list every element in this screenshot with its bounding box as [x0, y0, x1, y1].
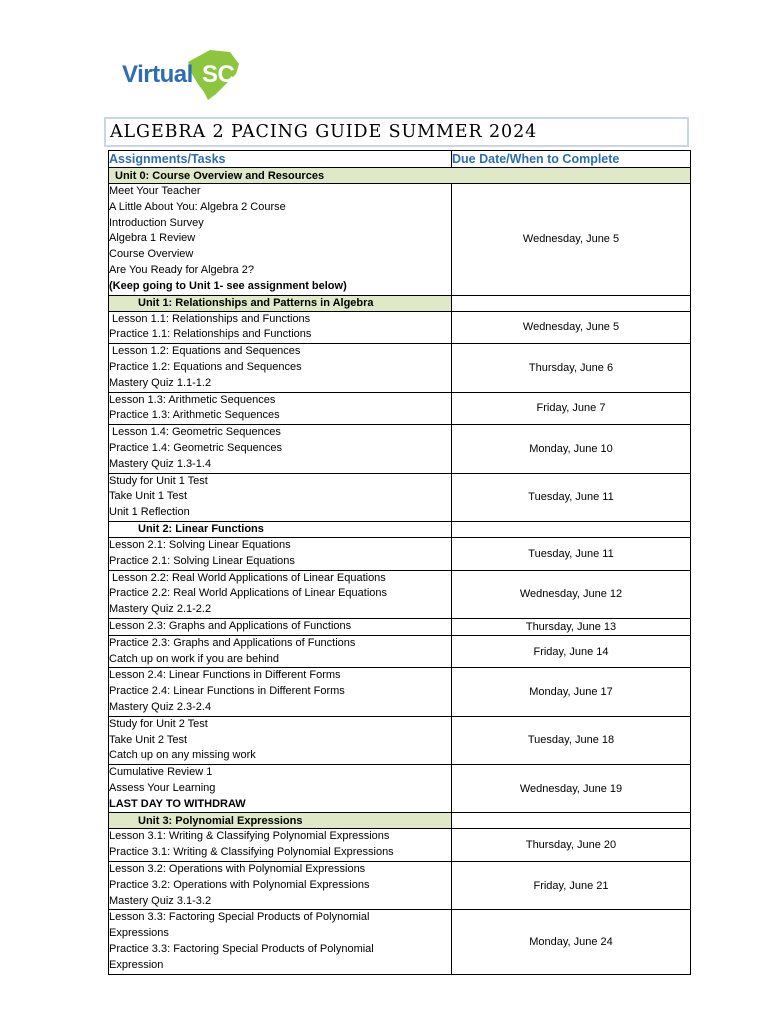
table-row	[109, 765, 691, 813]
table-row	[109, 425, 691, 473]
assignment-item: Mastery Quiz 2.3-2.4	[109, 700, 212, 713]
assignment-list-cell	[109, 862, 452, 910]
table-row	[109, 862, 691, 910]
assignment-item: Lesson 2.3: Graphs and Applications of Functions	[109, 619, 352, 632]
assignment-list-cell	[109, 765, 452, 813]
assignment-list-cell	[109, 473, 452, 521]
table-row	[109, 392, 691, 425]
assignment-item: Lesson 1.2: Equations and Sequences	[109, 345, 301, 358]
assignment-item: Lesson 3.2: Operations with Polynomial Expressions	[109, 863, 366, 876]
assignment-list-cell	[109, 829, 452, 862]
due-date-cell: Monday, June 10	[452, 425, 691, 473]
assignment-item: Practice 1.1: Relationships and Functions	[109, 328, 312, 341]
assignment-item: Catch up on any missing work	[109, 749, 256, 762]
header-assignments-tasks: Assignments/Tasks	[109, 151, 452, 168]
assignment-item: Practice 1.3: Arithmetic Sequences	[109, 409, 280, 422]
due-date-cell: Wednesday, June 12	[452, 570, 691, 618]
table-row	[109, 618, 691, 635]
header-due-date: Due Date/When to Complete	[452, 151, 691, 168]
unit-heading-row	[109, 295, 691, 311]
unit-heading-label: Unit 3: Polynomial Expressions	[138, 814, 303, 827]
assignment-list-cell	[109, 425, 452, 473]
unit-heading-row	[109, 521, 691, 537]
assignment-item: Meet Your Teacher	[109, 185, 201, 197]
assignment-item: Practice 2.2: Real World Applications of Linear Equations	[109, 587, 388, 600]
unit-heading-blank-cell	[452, 295, 691, 311]
table-row	[109, 829, 691, 862]
assignment-item: Lesson 3.3: Factoring Special Products of Polynomial	[109, 911, 370, 924]
due-date-cell: Monday, June 24	[452, 910, 691, 974]
table-row	[109, 344, 691, 392]
assignment-item: Mastery Quiz 1.3-1.4	[109, 457, 212, 470]
unit-heading	[109, 521, 452, 537]
assignment-item: Practice 2.1: Solving Linear Equations	[109, 554, 295, 567]
assignment-list-cell	[109, 668, 452, 716]
unit-heading-label: Unit 2: Linear Functions	[138, 523, 264, 536]
due-date-cell: Wednesday, June 5	[452, 311, 691, 344]
unit-heading-row	[109, 168, 691, 184]
due-date-cell: Thursday, June 20	[452, 829, 691, 862]
assignment-list-cell	[109, 184, 452, 296]
assignment-item: Expression	[109, 958, 164, 971]
title-box	[104, 117, 689, 147]
unit-heading-blank-cell	[452, 813, 691, 829]
assignment-item: Mastery Quiz 3.1-3.2	[109, 894, 212, 907]
table-body	[109, 168, 691, 975]
assignment-item: Mastery Quiz 1.1-1.2	[109, 376, 212, 389]
assignment-item: Cumulative Review 1	[109, 766, 213, 779]
assignment-item: Practice 3.3: Factoring Special Products of Polynomial	[109, 943, 374, 956]
assignment-item: Take Unit 1 Test	[109, 490, 188, 503]
assignment-item: Practice 1.2: Equations and Sequences	[109, 360, 302, 373]
due-date-cell: Tuesday, June 18	[452, 716, 691, 764]
assignment-list-cell	[109, 635, 452, 668]
due-date-cell: Wednesday, June 5	[452, 184, 691, 296]
due-date-cell: Friday, June 14	[452, 635, 691, 668]
unit-heading-row	[109, 813, 691, 829]
table-row	[109, 537, 691, 570]
assignment-item: Practice 2.3: Graphs and Applications of Functions	[109, 636, 356, 649]
assignment-item: Take Unit 2 Test	[109, 733, 188, 746]
assignment-item: Introduction Survey	[109, 216, 204, 229]
page-title: ALGEBRA 2 PACING GUIDE SUMMER 2024	[110, 122, 538, 142]
assignment-item: (Keep going to Unit 1- see assignment below)	[109, 279, 347, 292]
assignment-item: Lesson 1.1: Relationships and Functions	[109, 312, 311, 325]
assignment-list-cell	[109, 910, 452, 974]
pacing-guide-table	[108, 150, 691, 975]
assignment-item: Lesson 2.1: Solving Linear Equations	[109, 538, 291, 551]
unit-heading	[109, 295, 452, 311]
due-date-cell: Tuesday, June 11	[452, 537, 691, 570]
table-header-row	[109, 151, 691, 168]
due-date-cell: Tuesday, June 11	[452, 473, 691, 521]
table-row	[109, 473, 691, 521]
due-date-cell: Thursday, June 6	[452, 344, 691, 392]
assignment-list-cell	[109, 570, 452, 618]
logo-text-virtual: Virtual	[122, 61, 193, 88]
unit-heading-label: Unit 1: Relationships and Patterns in Algebra	[138, 297, 374, 310]
assignment-item: Mastery Quiz 2.1-2.2	[109, 603, 212, 616]
assignment-item: Lesson 3.1: Writing & Classifying Polynomial Expressions	[109, 830, 390, 843]
unit-heading	[109, 813, 452, 829]
table-row	[109, 184, 691, 296]
assignment-item: Course Overview	[109, 248, 194, 261]
assignment-item: Practice 3.1: Writing & Classifying Polynomial Expressions	[109, 846, 394, 859]
table-row	[109, 311, 691, 344]
virtualsc-logo	[118, 44, 248, 104]
assignment-item: Catch up on work if you are behind	[109, 652, 279, 665]
assignment-item: Are You Ready for Algebra 2?	[109, 263, 254, 276]
due-date-cell: Friday, June 7	[452, 392, 691, 425]
assignment-item: Unit 1 Reflection	[109, 506, 190, 519]
assignment-item: Lesson 1.3: Arithmetic Sequences	[109, 393, 276, 406]
assignment-item: Practice 3.2: Operations with Polynomial Expressions	[109, 878, 370, 891]
unit-heading-label: Unit 0: Course Overview and Resources	[115, 169, 325, 182]
assignment-item: A Little About You: Algebra 2 Course	[109, 200, 286, 213]
assignment-list-cell	[109, 311, 452, 344]
due-date-cell: Friday, June 21	[452, 862, 691, 910]
assignment-item: Lesson 2.2: Real World Applications of Linear Equations	[109, 571, 386, 584]
table-row	[109, 668, 691, 716]
assignment-list-cell	[109, 716, 452, 764]
assignment-item: Lesson 2.4: Linear Functions in Different Forms	[109, 669, 341, 682]
due-date-cell: Monday, June 17	[452, 668, 691, 716]
table-row	[109, 910, 691, 974]
unit-heading	[109, 168, 691, 184]
assignment-list-cell	[109, 392, 452, 425]
unit-heading-blank-cell	[452, 521, 691, 537]
assignment-list-cell	[109, 537, 452, 570]
due-date-cell: Thursday, June 13	[452, 618, 691, 635]
assignment-item: Study for Unit 1 Test	[109, 474, 208, 487]
assignment-list-cell	[109, 344, 452, 392]
table-row	[109, 716, 691, 764]
assignment-item: Practice 2.4: Linear Functions in Different Forms	[109, 685, 345, 698]
assignment-item: Lesson 1.4: Geometric Sequences	[109, 426, 281, 439]
table-row	[109, 635, 691, 668]
assignment-item: Assess Your Learning	[109, 781, 216, 794]
due-date-cell: Wednesday, June 19	[452, 765, 691, 813]
assignment-item: Algebra 1 Review	[109, 232, 196, 245]
assignment-item: LAST DAY TO WITHDRAW	[109, 797, 246, 810]
table-row	[109, 570, 691, 618]
logo-text-sc: SC	[202, 61, 235, 88]
assignment-item: Practice 1.4: Geometric Sequences	[109, 441, 283, 454]
assignment-item: Study for Unit 2 Test	[109, 717, 208, 730]
assignment-list-cell	[109, 618, 452, 635]
assignment-item: Expressions	[109, 927, 169, 940]
